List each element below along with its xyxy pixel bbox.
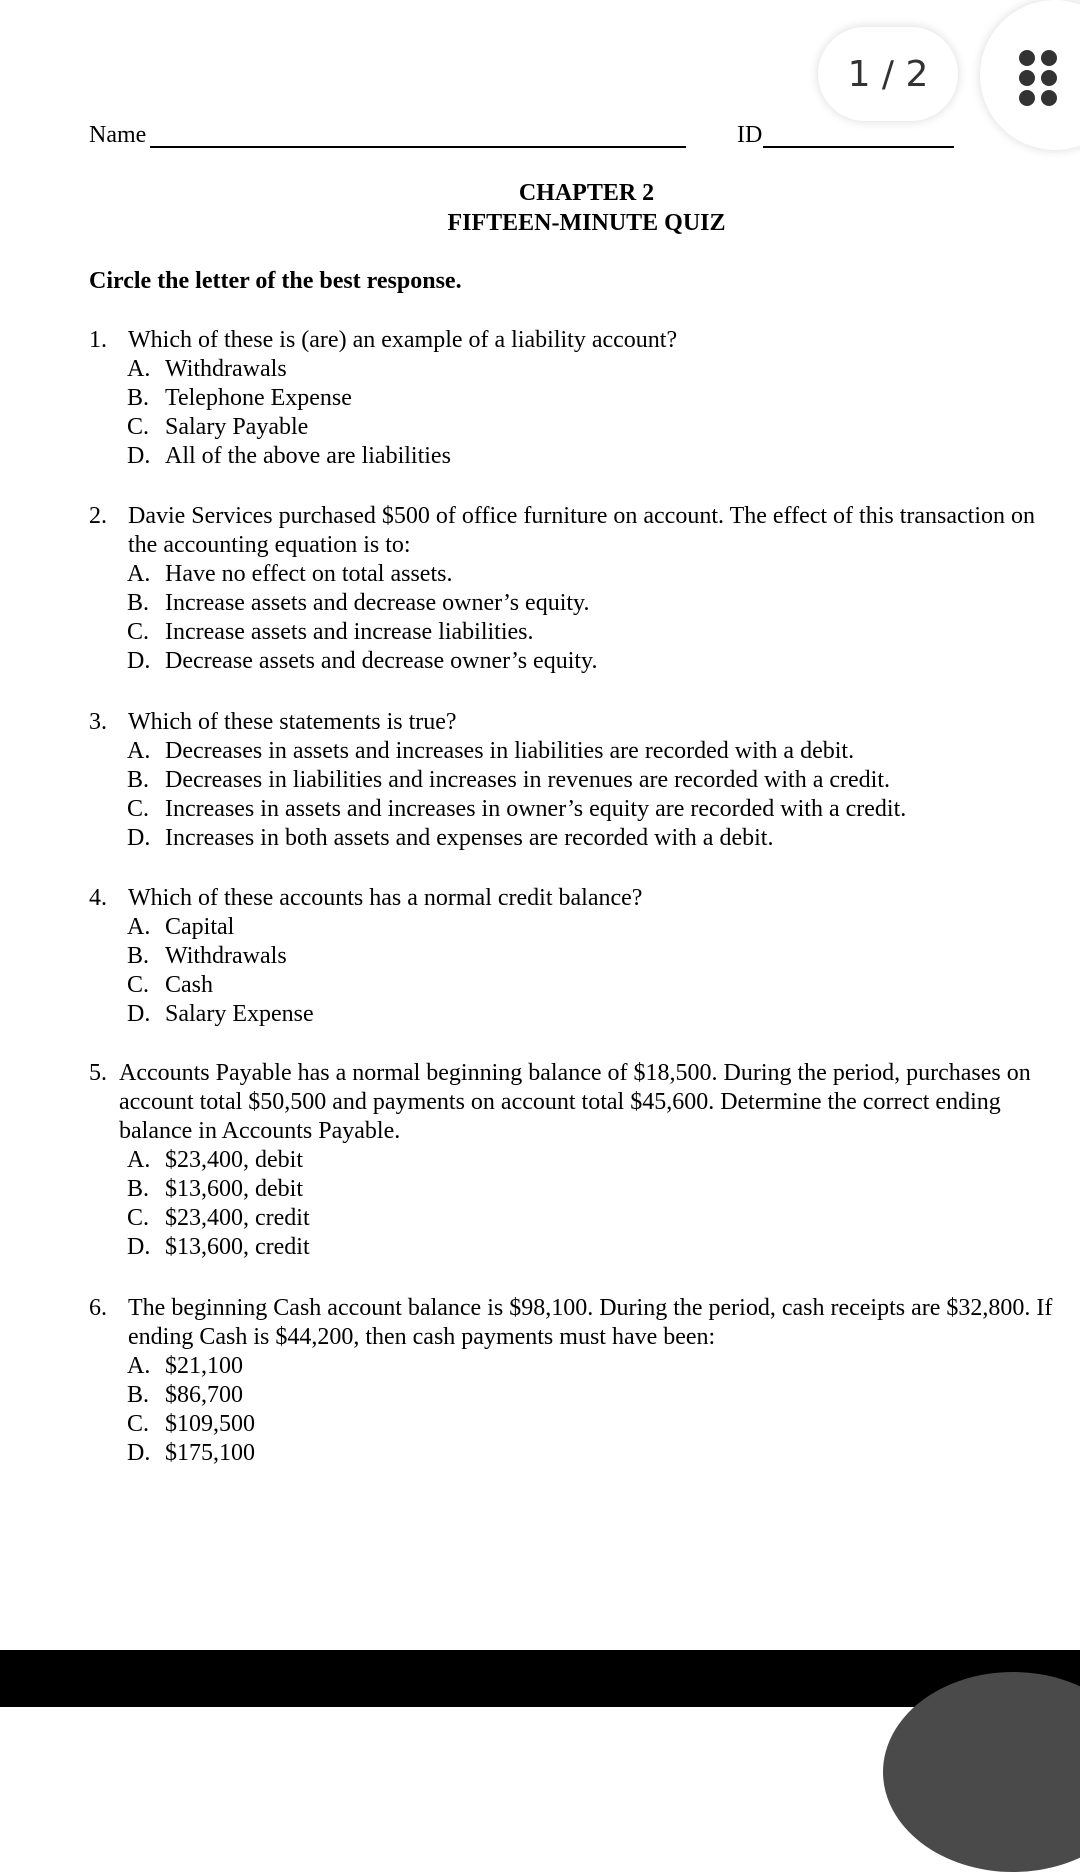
option-d: D. $175,100 bbox=[127, 1440, 255, 1466]
option-c: C. Increase assets and increase liabilities. bbox=[127, 619, 534, 645]
question-text: Which of these accounts has a normal credit balance? bbox=[128, 885, 643, 911]
option-a: A. Capital bbox=[127, 914, 235, 940]
answer-options bbox=[127, 355, 1069, 471]
option-d: D. All of the above are liabilities bbox=[127, 443, 451, 469]
question-stem bbox=[89, 326, 1069, 355]
option-c: C. Salary Payable bbox=[127, 414, 309, 440]
question-stem bbox=[89, 884, 1069, 913]
option-a: A. Have no effect on total assets. bbox=[127, 561, 453, 587]
option-b: B. Withdrawals bbox=[127, 943, 287, 969]
question-5 bbox=[89, 1059, 1069, 1262]
option-b: B. $13,600, debit bbox=[127, 1176, 303, 1202]
question-number: 5. bbox=[89, 1060, 107, 1086]
option-b: B. Decreases in liabilities and increases in revenues are recorded with a credit. bbox=[127, 767, 891, 793]
question-2 bbox=[89, 502, 1069, 676]
question-1 bbox=[89, 326, 1069, 471]
option-b: B. $86,700 bbox=[127, 1382, 243, 1408]
question-number: 2. bbox=[89, 503, 107, 529]
page-indicator-text: 1 / 2 bbox=[847, 53, 929, 95]
chapter-title: CHAPTER 2 bbox=[518, 180, 655, 206]
question-stem bbox=[89, 708, 1069, 737]
option-b: B. Telephone Expense bbox=[127, 385, 352, 411]
option-c: C. $109,500 bbox=[127, 1411, 255, 1437]
question-text: Davie Services purchased $500 of office furniture on account. The effect of this transaction on the accounting equation is to: bbox=[128, 503, 1036, 558]
question-stem bbox=[89, 1059, 1069, 1146]
question-4 bbox=[89, 884, 1069, 1029]
question-stem bbox=[89, 1294, 1069, 1352]
option-b: B. Increase assets and decrease owner’s equity. bbox=[127, 590, 590, 616]
answer-options bbox=[127, 1352, 1069, 1468]
question-number: 3. bbox=[89, 709, 107, 735]
option-c: C. $23,400, credit bbox=[127, 1205, 310, 1231]
id-label: ID bbox=[737, 122, 763, 148]
question-number: 4. bbox=[89, 885, 107, 911]
option-d: D. Increases in both assets and expenses are recorded with a debit. bbox=[127, 825, 774, 851]
option-d: D. Decrease assets and decrease owner’s equity. bbox=[127, 648, 598, 674]
question-3 bbox=[89, 708, 1069, 853]
option-d: D. Salary Expense bbox=[127, 1001, 314, 1027]
id-blank-line bbox=[763, 146, 954, 148]
answer-options bbox=[127, 560, 1069, 676]
name-blank-line bbox=[150, 146, 686, 148]
student-info-row bbox=[89, 120, 1040, 156]
answer-options bbox=[127, 1146, 1069, 1262]
question-stem bbox=[89, 502, 1069, 560]
question-6 bbox=[89, 1294, 1069, 1468]
more-dots-icon bbox=[1019, 50, 1057, 106]
option-a: A. Decreases in assets and increases in liabilities are recorded with a debit. bbox=[127, 738, 855, 764]
name-label: Name bbox=[89, 122, 147, 148]
question-text: Which of these is (are) an example of a liability account? bbox=[128, 327, 678, 353]
option-c: C. Increases in assets and increases in owner’s equity are recorded with a credit. bbox=[127, 796, 907, 822]
question-number: 1. bbox=[89, 327, 107, 353]
bottom-navigation-bar bbox=[0, 1650, 1080, 1707]
option-a: A. $21,100 bbox=[127, 1353, 243, 1379]
option-a: A. Withdrawals bbox=[127, 356, 287, 382]
answer-options bbox=[127, 737, 1069, 853]
quiz-title: FIFTEEN-MINUTE QUIZ bbox=[447, 210, 726, 236]
answer-options bbox=[127, 913, 1069, 1029]
option-a: A. $23,400, debit bbox=[127, 1147, 303, 1173]
option-d: D. $13,600, credit bbox=[127, 1234, 310, 1260]
question-number: 6. bbox=[89, 1295, 107, 1321]
question-text: Accounts Payable has a normal beginning balance of $18,500. During the period, purchases on account total $50,500 and payments on account total $45,600. Determine the correct ending balance in Accounts Payable. bbox=[119, 1060, 1031, 1144]
page-indicator bbox=[818, 27, 958, 121]
question-text: Which of these statements is true? bbox=[128, 709, 457, 735]
instructions: Circle the letter of the best response. bbox=[89, 268, 462, 294]
option-c: C. Cash bbox=[127, 972, 213, 998]
question-text: The beginning Cash account balance is $98,100. During the period, cash receipts are $32,800. If ending Cash is $44,200, then cash payments must have been: bbox=[128, 1295, 1053, 1350]
